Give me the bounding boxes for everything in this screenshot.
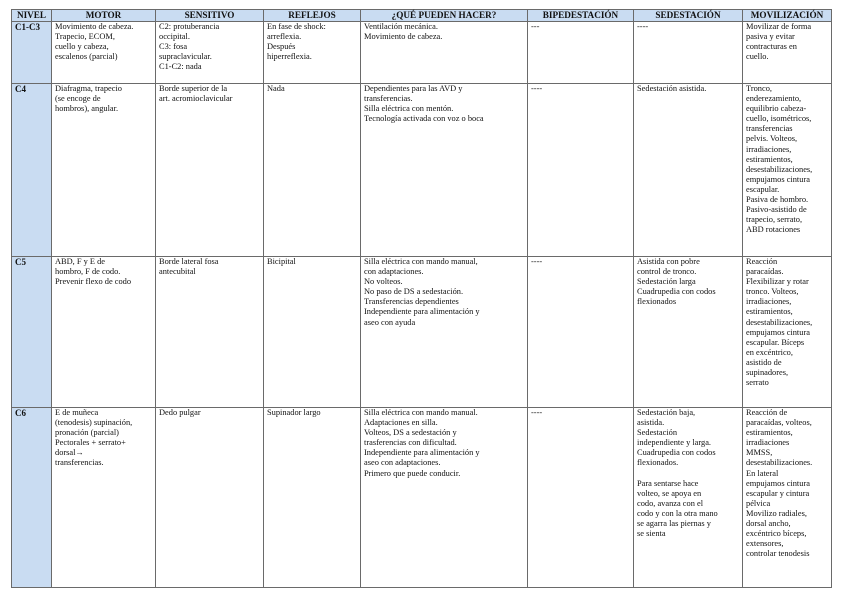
- header-sedestacion: SEDESTACIÓN: [634, 10, 743, 22]
- cell-nivel: C4: [12, 84, 52, 257]
- cell-motor: E de muñeca (tenodesis) supinación, pronación (parcial) Pectorales + serrato+ dorsal→ transferencias.: [52, 408, 156, 588]
- cell-nivel: C5: [12, 257, 52, 408]
- header-movilizacion: MOVILIZACIÓN: [743, 10, 832, 22]
- table-row: [12, 22, 832, 84]
- cell-nivel: C1-C3: [12, 22, 52, 84]
- cell-sensitivo: Dedo pulgar: [156, 408, 264, 588]
- cell-bipedestacion: ----: [528, 84, 634, 257]
- cell-motor: Diafragma, trapecio (se encoge de hombros), angular.: [52, 84, 156, 257]
- cell-que-pueden-hacer: Ventilación mecánica. Movimiento de cabeza.: [361, 22, 528, 84]
- cell-sedestacion: ----: [634, 22, 743, 84]
- table-row: [12, 408, 832, 588]
- cell-movilizacion: Reacción paracaídas. Flexibilizar y rotar tronco. Volteos, irradiaciones, estiramientos, desestabilizaciones, empujamos cintura escapular. Bíceps en excéntrico, asistido de supinadores, serrato: [743, 257, 832, 408]
- header-row: [12, 10, 832, 22]
- header-sensitivo: SENSITIVO: [156, 10, 264, 22]
- cell-movilizacion: Movilizar de forma pasiva y evitar contracturas en cuello.: [743, 22, 832, 84]
- cell-nivel: C6: [12, 408, 52, 588]
- cell-que-pueden-hacer: Silla eléctrica con mando manual, con adaptaciones. No volteos. No paso de DS a sedestación. Transferencias dependientes Independiente para alimentación y aseo con ayuda: [361, 257, 528, 408]
- cell-motor: Movimiento de cabeza. Trapecio, ECOM, cuello y cabeza, escalenos (parcial): [52, 22, 156, 84]
- cell-reflejos: En fase de shock: arreflexia. Después hiperreflexia.: [264, 22, 361, 84]
- cell-movilizacion: Reacción de paracaídas, volteos, estiramientos, irradiaciones MMSS, desestabilizaciones. En lateral empujamos cintura escapular y cintura pélvica Movilizo radiales, dorsal ancho, excéntrico bíceps, extensores, controlar tenodesis: [743, 408, 832, 588]
- cell-que-pueden-hacer: Silla eléctrica con mando manual. Adaptaciones en silla. Volteos, DS a sedestación y trasferencias con dificultad. Independiente para alimentación y aseo con adaptaciones. Primero que puede conducir.: [361, 408, 528, 588]
- cell-movilizacion: Tronco, enderezamiento, equilibrio cabeza- cuello, isométricos, transferencias pelvis. Volteos, irradiaciones, estiramientos, desestabilizaciones, empujamos cintura escapular. Pasiva de hombro. Pasivo-asistido de trapecio, serrato, ABD rotaciones: [743, 84, 832, 257]
- spinal-injury-table: [11, 9, 832, 588]
- cell-sensitivo: Borde superior de la art. acromioclavicular: [156, 84, 264, 257]
- header-reflejos: REFLEJOS: [264, 10, 361, 22]
- cell-sensitivo: C2: protuberancia occipital. C3: fosa supraclavicular. C1-C2: nada: [156, 22, 264, 84]
- table-row: [12, 84, 832, 257]
- cell-reflejos: Supinador largo: [264, 408, 361, 588]
- cell-bipedestacion: ----: [528, 408, 634, 588]
- cell-sedestacion: Sedestación asistida.: [634, 84, 743, 257]
- cell-bipedestacion: ----: [528, 257, 634, 408]
- cell-motor: ABD, F y E de hombro, F de codo. Prevenir flexo de codo: [52, 257, 156, 408]
- cell-sedestacion: Asistida con pobre control de tronco. Sedestación larga Cuadrupedia con codos flexionados: [634, 257, 743, 408]
- cell-reflejos: Nada: [264, 84, 361, 257]
- cell-sedestacion: Sedestación baja, asistida. Sedestación independiente y larga. Cuadrupedia con codos flexionados. Para sentarse hace volteo, se apoya en codo, avanza con el codo y con la otra mano se agarra las piernas y se sienta: [634, 408, 743, 588]
- header-nivel: NIVEL: [12, 10, 52, 22]
- table-row: [12, 257, 832, 408]
- cell-sensitivo: Borde lateral fosa antecubital: [156, 257, 264, 408]
- header-motor: MOTOR: [52, 10, 156, 22]
- header-que-pueden-hacer: ¿QUÉ PUEDEN HACER?: [361, 10, 528, 22]
- cell-reflejos: Bicipital: [264, 257, 361, 408]
- cell-que-pueden-hacer: Dependientes para las AVD y transferencias. Silla eléctrica con mentón. Tecnología activada con voz o boca: [361, 84, 528, 257]
- cell-bipedestacion: ---: [528, 22, 634, 84]
- header-bipedestacion: BIPEDESTACIÓN: [528, 10, 634, 22]
